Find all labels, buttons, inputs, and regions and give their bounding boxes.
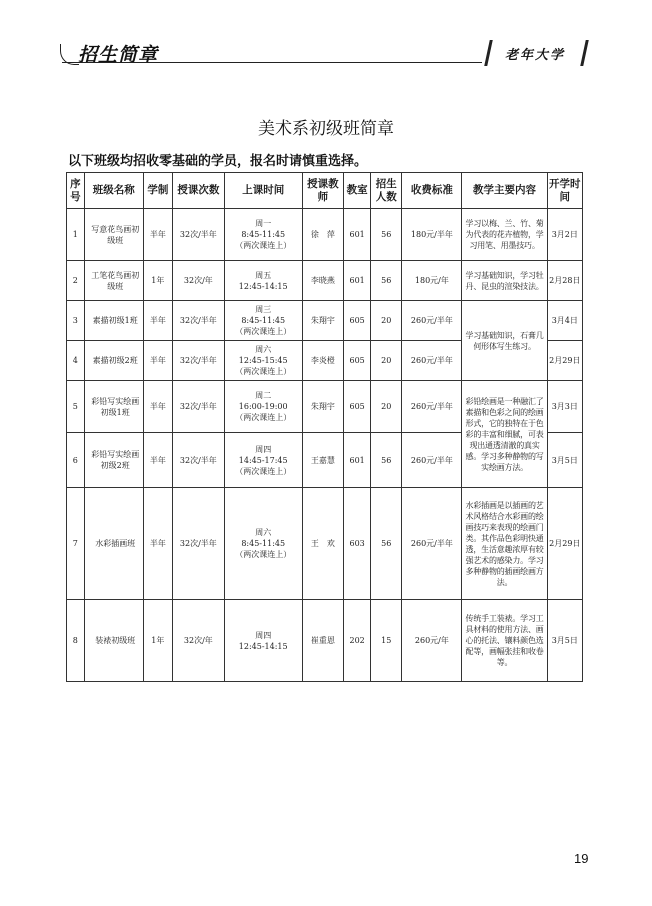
time-hours: 12:45-15:45	[238, 356, 288, 365]
cell-term: 1年	[143, 261, 172, 301]
cell-term: 1年	[143, 600, 172, 682]
cell-enrollment: 56	[371, 488, 402, 600]
col-header-number: 序号	[67, 173, 85, 209]
col-header-start-date: 开学时间	[547, 173, 582, 209]
col-header-room: 教室	[344, 173, 371, 209]
header-left-title: 招生简章	[78, 44, 159, 66]
cell-sessions: 32次/年	[172, 261, 224, 301]
col-header-class-name: 班级名称	[84, 173, 143, 209]
cell-start-date: 3月4日	[547, 301, 582, 341]
page-header	[0, 0, 652, 80]
cell-time	[224, 209, 302, 261]
cell-content: 彩铅绘画是一种融汇了素描和色彩之间的绘画形式，它的独特在于色彩的丰富和细腻，可表现出通透清澈的真实感。学习多种静物的写实绘画方法。	[462, 381, 547, 488]
cell-teacher: 徐 萍	[302, 209, 344, 261]
cell-enrollment: 20	[371, 381, 402, 433]
time-day: 周三	[255, 305, 272, 314]
time-hours: 8:45-11:45	[241, 316, 286, 325]
cell-number: 1	[67, 209, 85, 261]
cell-time	[224, 341, 302, 381]
time-day: 周四	[255, 444, 272, 454]
page-subtitle: 以下班级均招收零基础的学员，报名时请慎重选择。	[68, 154, 368, 169]
cell-term: 半年	[143, 341, 172, 381]
time-note: （两次课连上）	[235, 466, 292, 476]
cell-fee: 260元/半年	[402, 341, 462, 381]
col-header-term: 学制	[143, 173, 172, 209]
cell-room: 601	[344, 433, 371, 488]
cell-enrollment: 20	[371, 301, 402, 341]
cell-content: 学习基础知识，学习牡丹、昆虫的渲染技法。	[462, 261, 547, 301]
cell-room: 605	[344, 341, 371, 381]
cell-start-date: 3月3日	[547, 381, 582, 433]
cell-fee: 260元/半年	[402, 301, 462, 341]
cell-content: 学习基础知识，石膏几何形体写生练习。	[462, 301, 547, 381]
cell-content: 学习以梅、兰、竹、菊为代表的花卉植物，学习用笔、用墨技巧。	[462, 209, 547, 261]
table-row	[67, 488, 583, 600]
cell-sessions: 32次/半年	[172, 301, 224, 341]
cell-start-date: 3月5日	[547, 433, 582, 488]
table-row	[67, 301, 583, 341]
cell-class-name: 水彩插画班	[84, 488, 143, 600]
cell-start-date: 2月29日	[547, 341, 582, 381]
cell-time	[224, 488, 302, 600]
cell-fee: 260元/年	[402, 600, 462, 682]
time-hours: 16:00-19:00	[238, 402, 288, 411]
cell-room: 605	[344, 301, 371, 341]
cell-enrollment: 56	[371, 433, 402, 488]
cell-time	[224, 261, 302, 301]
cell-term: 半年	[143, 433, 172, 488]
header-divider-mark	[484, 40, 493, 66]
cell-sessions: 32次/年	[172, 600, 224, 682]
cell-enrollment: 15	[371, 600, 402, 682]
cell-time	[224, 600, 302, 682]
cell-class-name: 彩铅写实绘画初级1班	[84, 381, 143, 433]
cell-teacher: 李晓燕	[302, 261, 344, 301]
header-rule	[62, 62, 482, 63]
class-table	[66, 172, 583, 682]
time-note: （两次课连上）	[235, 367, 292, 376]
cell-teacher: 朱翔宇	[302, 381, 344, 433]
table-row	[67, 261, 583, 301]
cell-term: 半年	[143, 381, 172, 433]
cell-fee: 180元/年	[402, 261, 462, 301]
cell-room: 202	[344, 600, 371, 682]
cell-enrollment: 56	[371, 209, 402, 261]
time-note: （两次课连上）	[235, 550, 292, 559]
time-hours: 12:45-14:15	[238, 641, 288, 651]
cell-number: 6	[67, 433, 85, 488]
time-day: 周六	[255, 528, 272, 537]
time-day: 周四	[255, 630, 272, 640]
cell-time	[224, 381, 302, 433]
cell-number: 7	[67, 488, 85, 600]
header-divider-mark	[580, 40, 589, 66]
time-hours: 12:45-14:15	[238, 281, 288, 291]
cell-content: 传统手工装裱。学习工具材料的使用方法、画心的托法、镶料颜色选配等，画幅张挂和收卷等。	[462, 600, 547, 682]
cell-teacher: 李炎橙	[302, 341, 344, 381]
cell-class-name: 装裱初级班	[84, 600, 143, 682]
cell-room: 601	[344, 261, 371, 301]
time-day: 周二	[255, 391, 272, 400]
cell-fee: 260元/半年	[402, 433, 462, 488]
cell-class-name: 素描初级1班	[84, 301, 143, 341]
cell-fee: 180元/半年	[402, 209, 462, 261]
cell-start-date: 3月2日	[547, 209, 582, 261]
page-title: 美术系初级班简章	[258, 119, 394, 139]
time-day: 周一	[255, 219, 272, 228]
cell-teacher: 王 欢	[302, 488, 344, 600]
cell-time	[224, 301, 302, 341]
cell-sessions: 32次/半年	[172, 488, 224, 600]
cell-number: 5	[67, 381, 85, 433]
cell-number: 8	[67, 600, 85, 682]
cell-fee: 260元/半年	[402, 488, 462, 600]
cell-content: 水彩插画是以插画的艺术风格结合水彩画的绘画技巧来表现的绘画门类。其作品色彩明快通透，生活意趣浓厚有较强艺术的感染力。学习多种静物的插画绘画方法。	[462, 488, 547, 600]
cell-enrollment: 20	[371, 341, 402, 381]
table-row	[67, 381, 583, 433]
time-hours: 14:45-17:45	[238, 455, 288, 465]
time-note: （两次课连上）	[235, 413, 292, 422]
cell-class-name: 彩铅写实绘画初级2班	[84, 433, 143, 488]
cell-room: 605	[344, 381, 371, 433]
cell-number: 2	[67, 261, 85, 301]
col-header-enrollment: 招生人数	[371, 173, 402, 209]
cell-number: 4	[67, 341, 85, 381]
cell-sessions: 32次/半年	[172, 209, 224, 261]
time-note: （两次课连上）	[235, 241, 292, 250]
cell-start-date: 2月29日	[547, 488, 582, 600]
cell-class-name: 写意花鸟画初级班	[84, 209, 143, 261]
col-header-teacher: 授课教师	[302, 173, 344, 209]
cell-number: 3	[67, 301, 85, 341]
time-hours: 8:45-11:45	[241, 230, 286, 239]
time-day: 周五	[255, 270, 272, 280]
col-header-fee: 收费标准	[402, 173, 462, 209]
cell-start-date: 3月5日	[547, 600, 582, 682]
cell-sessions: 32次/半年	[172, 341, 224, 381]
table-header-row	[67, 173, 583, 209]
cell-sessions: 32次/半年	[172, 381, 224, 433]
time-day: 周六	[255, 345, 272, 354]
table-row	[67, 209, 583, 261]
time-note: （两次课连上）	[235, 327, 292, 336]
cell-room: 601	[344, 209, 371, 261]
cell-sessions: 32次/半年	[172, 433, 224, 488]
cell-term: 半年	[143, 301, 172, 341]
time-hours: 8:45-11:45	[241, 539, 286, 548]
cell-class-name: 工笔花鸟画初级班	[84, 261, 143, 301]
cell-time	[224, 433, 302, 488]
cell-start-date: 2月28日	[547, 261, 582, 301]
cell-term: 半年	[143, 209, 172, 261]
header-right-title: 老年大学	[505, 48, 566, 63]
col-header-time: 上课时间	[224, 173, 302, 209]
col-header-content: 教学主要内容	[462, 173, 547, 209]
cell-teacher: 崔重恩	[302, 600, 344, 682]
cell-room: 603	[344, 488, 371, 600]
page-number: 19	[574, 851, 589, 866]
cell-teacher: 王嘉慧	[302, 433, 344, 488]
cell-term: 半年	[143, 488, 172, 600]
col-header-sessions: 授课次数	[172, 173, 224, 209]
cell-teacher: 朱翔宇	[302, 301, 344, 341]
cell-enrollment: 56	[371, 261, 402, 301]
cell-fee: 260元/半年	[402, 381, 462, 433]
table-row	[67, 600, 583, 682]
cell-class-name: 素描初级2班	[84, 341, 143, 381]
